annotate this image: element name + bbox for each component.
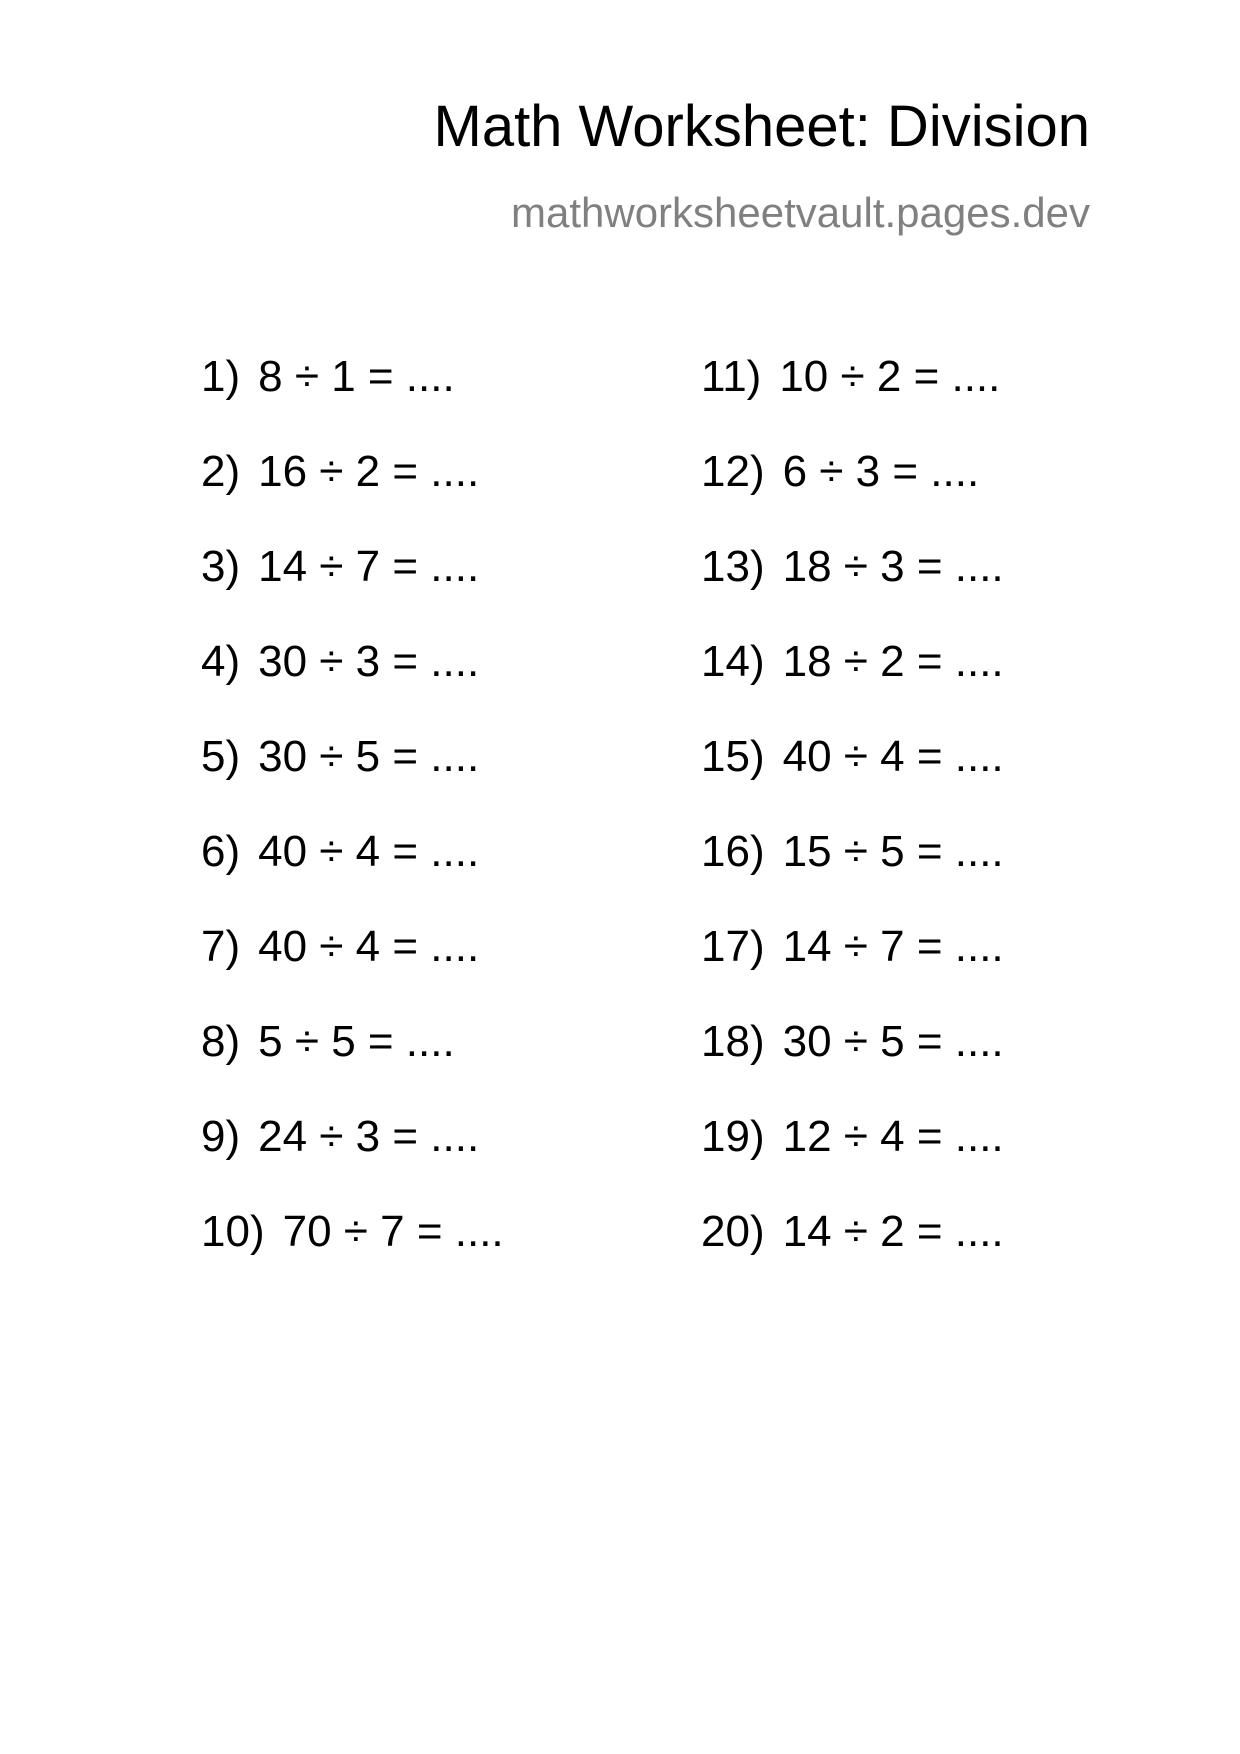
problem-expression: 30 ÷ 3 = .... [258,637,480,686]
problem-expression: 18 ÷ 2 = .... [782,637,1004,686]
problem-expression: 14 ÷ 7 = .... [258,542,480,591]
problem-item [701,637,1004,732]
problem-item [701,1017,1004,1112]
problem-item [201,732,504,827]
worksheet-header [433,94,1091,236]
problem-expression: 14 ÷ 7 = .... [782,922,1004,971]
problem-expression: 30 ÷ 5 = .... [782,1017,1004,1066]
problem-expression: 16 ÷ 2 = .... [258,447,480,496]
problem-item [701,352,1004,447]
problem-expression: 40 ÷ 4 = .... [782,732,1004,781]
problem-number: 18) [701,1017,765,1066]
problem-item [201,447,504,542]
problem-expression: 40 ÷ 4 = .... [258,922,480,971]
problem-expression: 12 ÷ 4 = .... [782,1112,1004,1161]
problem-item [201,827,504,922]
problem-number: 11) [701,352,762,401]
problem-item [701,542,1004,637]
problem-item [701,1207,1004,1302]
problem-item [701,447,1004,542]
problem-number: 8) [201,1017,241,1066]
problem-number: 20) [701,1207,765,1256]
problem-expression: 6 ÷ 3 = .... [782,447,980,496]
problem-expression: 18 ÷ 3 = .... [782,542,1004,591]
problem-number: 10) [201,1207,265,1256]
problem-expression: 14 ÷ 2 = .... [782,1207,1004,1256]
problem-item [201,1207,504,1302]
problem-item [701,827,1004,922]
problems-column-left [201,352,504,1302]
problems-column-right [701,352,1004,1302]
problem-expression: 24 ÷ 3 = .... [258,1112,480,1161]
problem-number: 17) [701,922,765,971]
problem-number: 14) [701,637,765,686]
problem-item [201,542,504,637]
problem-item [201,922,504,1017]
problem-item [201,352,504,447]
problem-item [701,922,1004,1017]
problem-item [701,1112,1004,1207]
source-url: mathworksheetvault.pages.dev [511,189,1090,236]
problem-expression: 5 ÷ 5 = .... [258,1017,455,1066]
problem-number: 3) [201,542,241,591]
problem-expression: 40 ÷ 4 = .... [258,827,480,876]
problem-number: 2) [201,447,241,496]
problem-expression: 70 ÷ 7 = .... [282,1207,504,1256]
problem-number: 19) [701,1112,765,1161]
problem-expression: 30 ÷ 5 = .... [258,732,480,781]
problem-number: 9) [201,1112,241,1161]
problem-number: 6) [201,827,241,876]
problem-expression: 8 ÷ 1 = .... [258,352,455,401]
problem-expression: 15 ÷ 5 = .... [782,827,1004,876]
problem-item [201,1112,504,1207]
problem-number: 1) [201,352,241,401]
problem-expression: 10 ÷ 2 = .... [779,352,1001,401]
problem-number: 5) [201,732,241,781]
problem-item [701,732,1004,827]
problem-number: 7) [201,922,241,971]
problem-number: 16) [701,827,765,876]
problem-item [201,1017,504,1112]
problem-number: 15) [701,732,765,781]
problem-number: 12) [701,447,765,496]
problem-number: 13) [701,542,765,591]
page-title: Math Worksheet: Division [433,94,1090,159]
problem-item [201,637,504,732]
problem-number: 4) [201,637,241,686]
